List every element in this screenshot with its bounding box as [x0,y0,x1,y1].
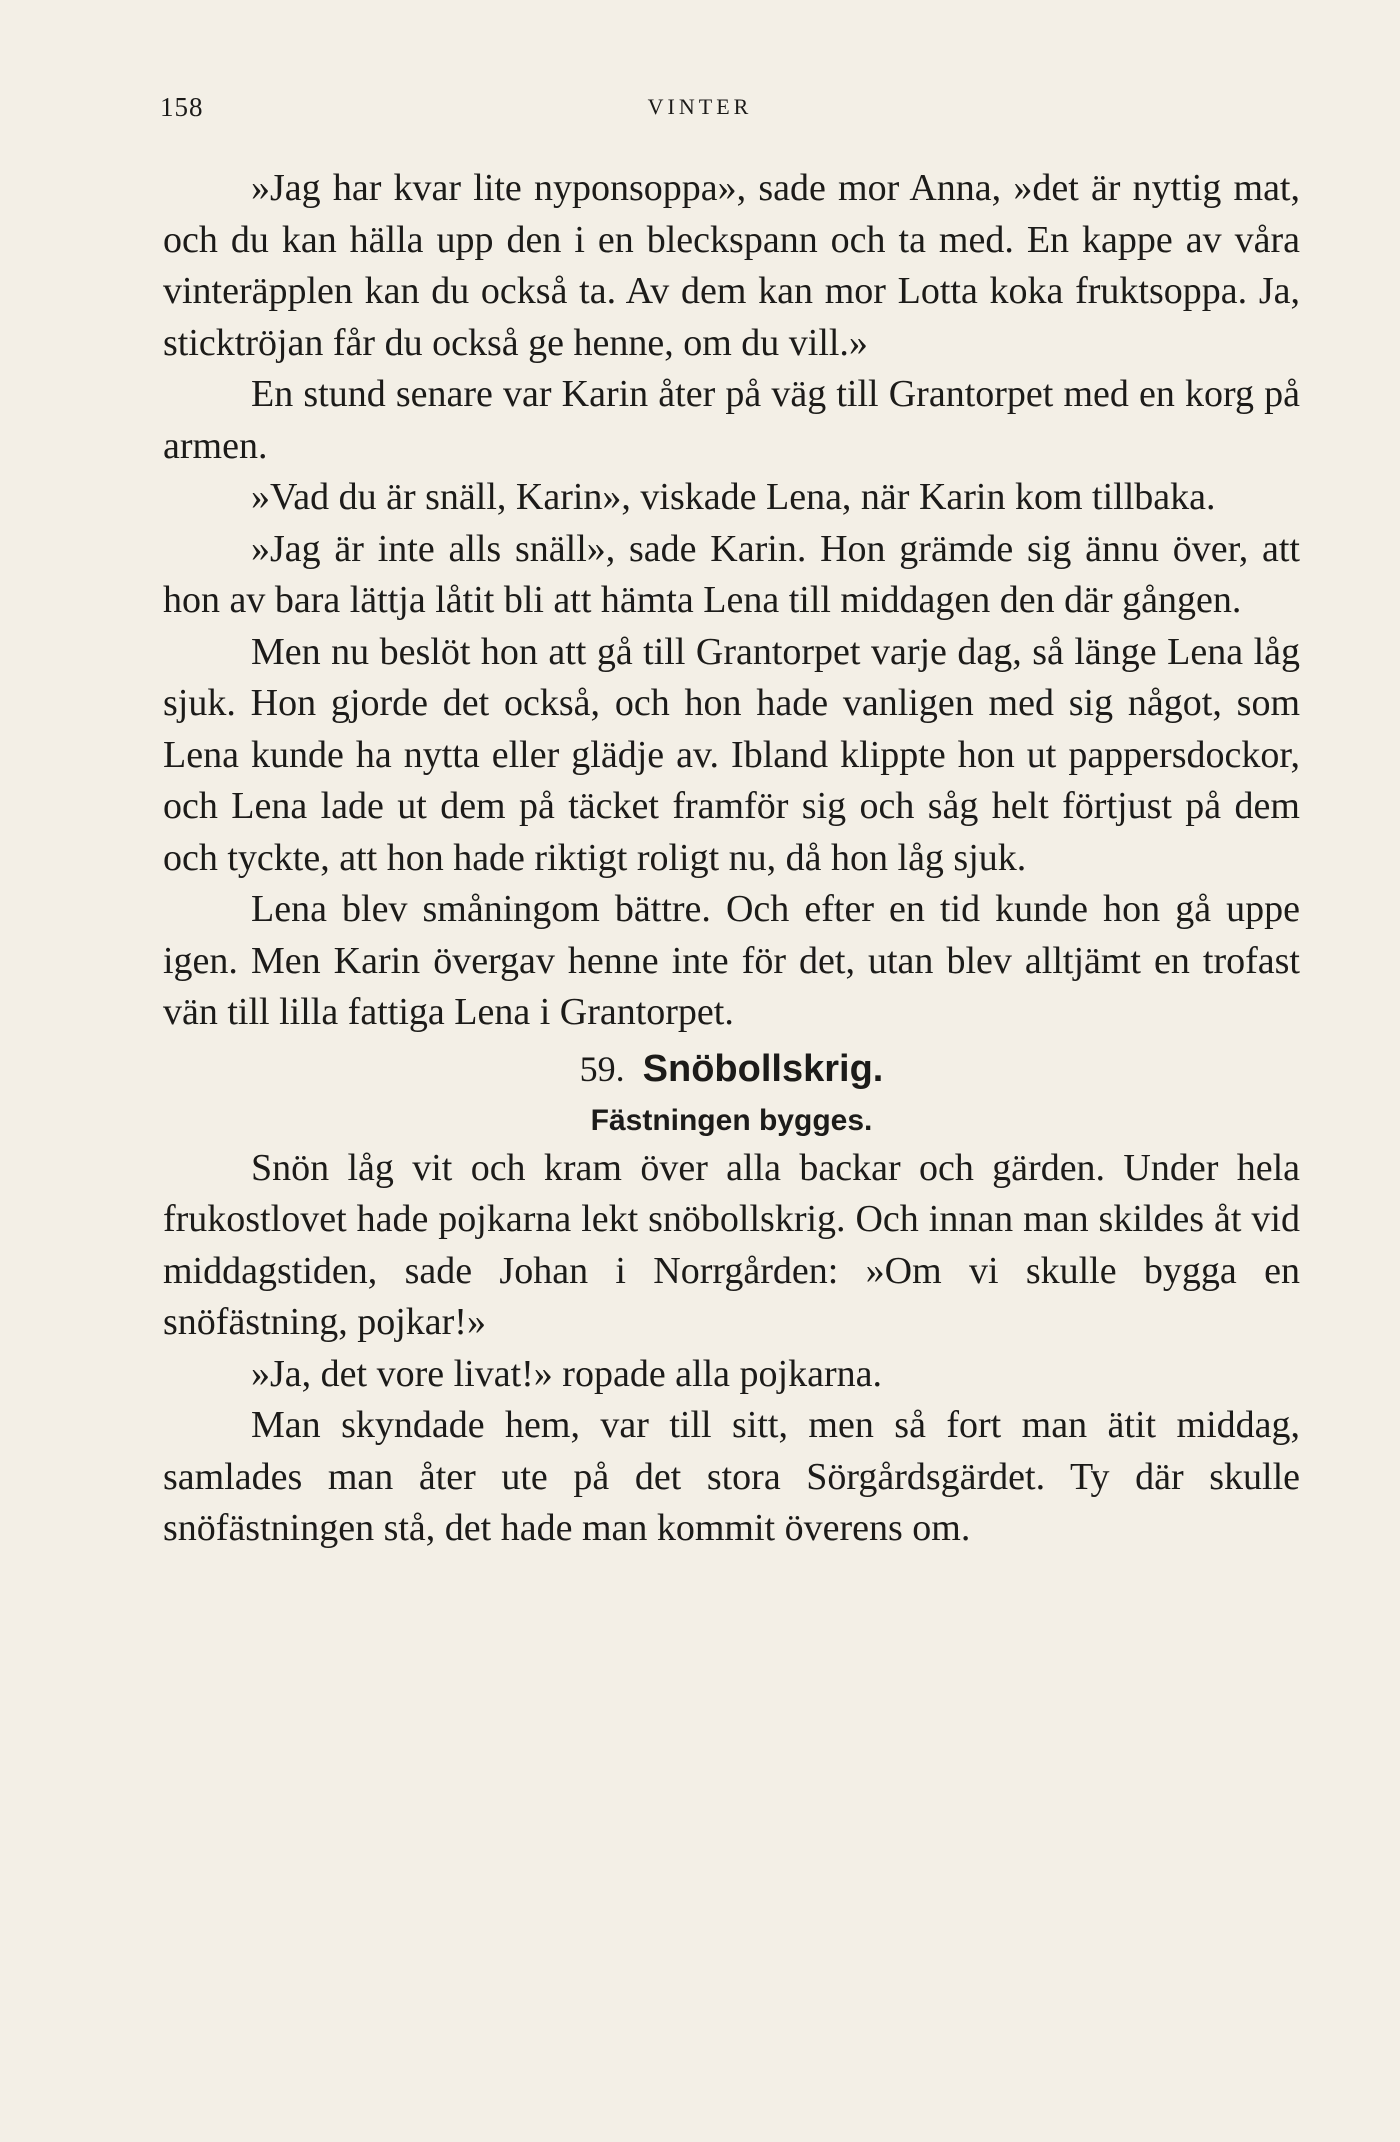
running-head: VINTER [647,94,753,119]
paragraph: »Ja, det vore livat!» ropade alla pojkarna. [251,1352,882,1395]
paragraph: »Jag har kvar lite nyponsoppa», sade mor Anna, »det är nyttig mat, och du kan hälla upp den i en bleckspann och ta med. En kappe av våra vinteräpplen kan du också ta. Av dem kan mor Lotta koka fruktsoppa. Ja, sticktröjan får du också ge henne, om du vill.» [163,167,1300,364]
paragraph: Man skyndade hem, var till sitt, men så fort man ätit middag, samlades man åter ute på det stora Sörgårdsgärdet. Ty där skulle snöfästningen stå, det hade man kommit överens om. [163,1404,1300,1549]
section-title [163,1039,1300,1099]
page-header [160,92,1240,132]
body-text [163,163,1300,1555]
paragraph: Men nu beslöt hon att gå till Grantorpet varje dag, så länge Lena låg sjuk. Hon gjorde det också, och hon hade vanligen med sig något, som Lena kunde ha nytta eller glädje av. Ibland klippte hon ut pappersdockor, och Lena lade ut dem på täcket framför sig och såg helt förtjust på dem och tyckte, att hon hade riktigt roligt nu, då hon låg sjuk. [163,630,1300,879]
paragraph: Lena blev småningom bättre. Och efter en tid kunde hon gå uppe igen. Men Karin övergav henne inte för det, utan blev alltjämt en trofast vän till lilla fattiga Lena i Grantorpet. [163,888,1300,1033]
section-number: 59. [579,1048,625,1089]
paragraph: En stund senare var Karin åter på väg till Grantorpet med en korg på armen. [163,373,1300,467]
subsection-title: Fästningen bygges. [590,1103,873,1137]
paragraph: »Jag är inte alls snäll», sade Karin. Hon grämde sig ännu över, att hon av bara lättja låtit bli att hämta Lena till middagen den där gången. [163,527,1300,621]
paragraph: »Vad du är snäll, Karin», viskade Lena, när Karin kom tillbaka. [251,476,1216,518]
paragraph: Snön låg vit och kram över alla backar och gärden. Under hela frukostlovet hade pojkarna lekt snöbollskrig. Och innan man skildes åt vid middagstiden, sade Johan i Norrgården: »Om vi skulle bygga en snöfästning, pojkar!» [163,1146,1300,1343]
page-number: 158 [160,92,204,122]
section-heading: Snöbollskrig. [642,1047,884,1090]
